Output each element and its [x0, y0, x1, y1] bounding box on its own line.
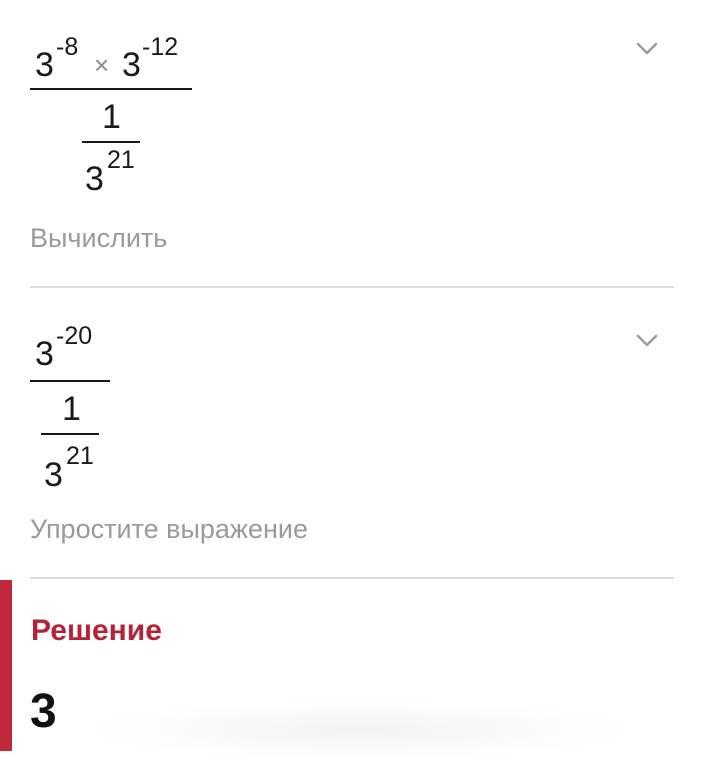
base: 3 [35, 46, 54, 84]
exponent: 21 [66, 442, 94, 470]
step-caption: Вычислить [30, 223, 168, 253]
base: 3 [44, 456, 63, 494]
base: 3 [122, 46, 141, 84]
fraction-line [30, 380, 110, 382]
divider [30, 577, 674, 579]
chevron-down-icon[interactable] [634, 36, 660, 62]
multiply-sign: × [94, 50, 110, 80]
exponent: -20 [56, 322, 93, 350]
fraction-line [30, 88, 192, 90]
inner-fraction-line [82, 141, 140, 143]
step-caption: Упростите выражение [30, 514, 308, 544]
denominator-numerator: 1 [102, 98, 121, 136]
exponent: 21 [107, 146, 135, 174]
denominator-numerator: 1 [62, 390, 81, 428]
step-calculate[interactable] [30, 0, 674, 288]
solution-value: 3 [30, 685, 57, 738]
inner-fraction-line [41, 433, 99, 435]
chevron-down-icon[interactable] [634, 328, 660, 354]
base: 3 [85, 160, 104, 198]
solution-accent-bar [0, 580, 12, 751]
base: 3 [35, 335, 54, 373]
solution-title: Решение [31, 614, 162, 647]
exponent: -8 [56, 33, 79, 61]
step-simplify[interactable] [30, 288, 674, 578]
exponent: -12 [142, 33, 179, 61]
bottom-shadow [80, 700, 640, 760]
